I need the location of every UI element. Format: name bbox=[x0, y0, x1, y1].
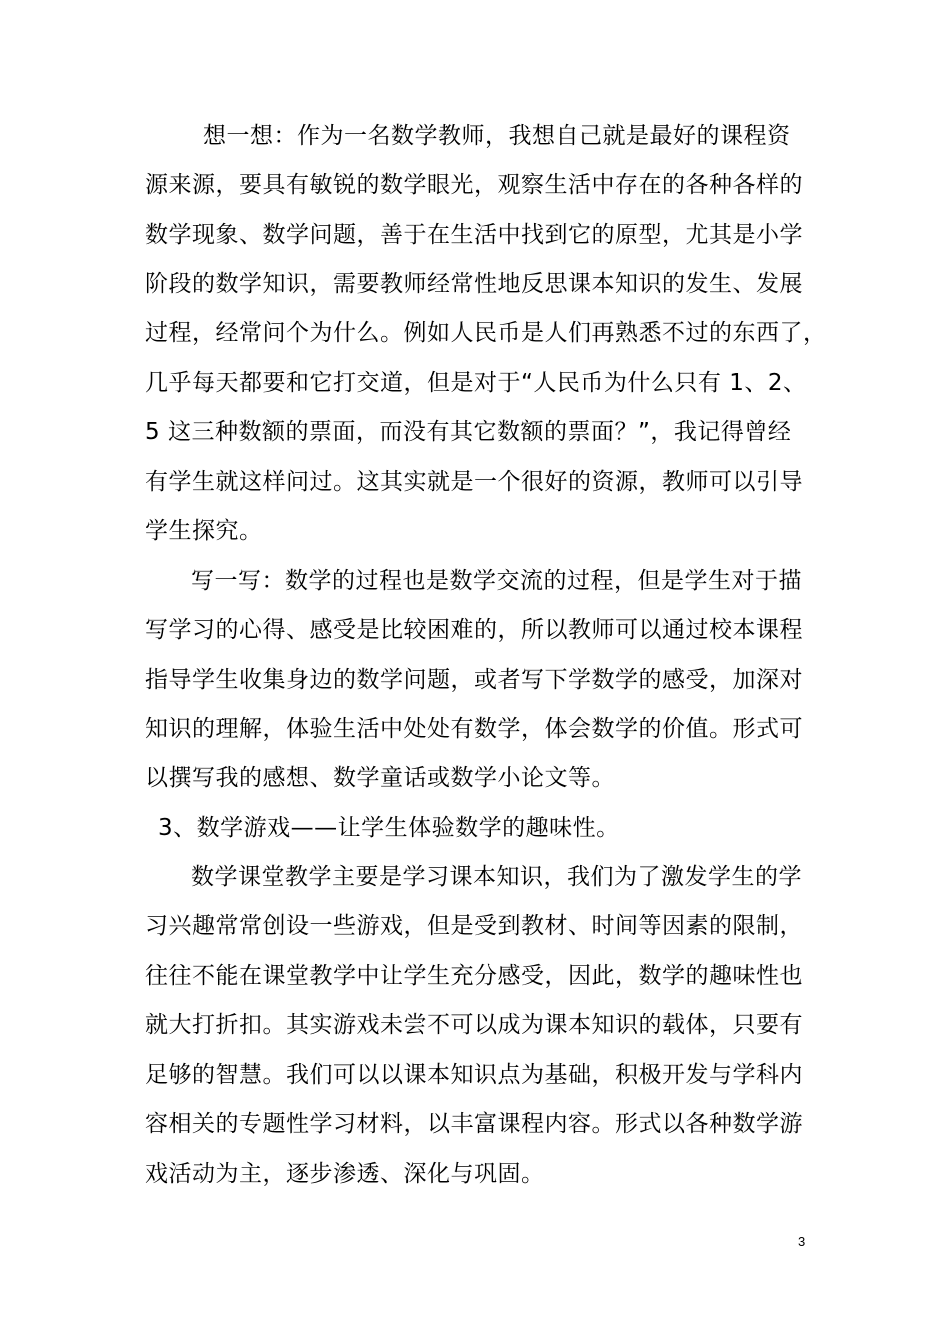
text-line: 学生探究。 bbox=[145, 518, 263, 544]
text-line: 数学课堂教学主要是学习课本知识，我们为了激发学生的学 bbox=[191, 864, 802, 890]
text-line: 阶段的数学知识，需要教师经常性地反思课本知识的发生、发展 bbox=[145, 271, 803, 297]
text-line: 数学现象、数学问题，善于在生活中找到它的原型，尤其是小学 bbox=[145, 222, 803, 248]
text-line: 以撰写我的感想、数学童话或数学小论文等。 bbox=[145, 765, 615, 791]
text-line: 就大打折扣。其实游戏未尝不可以成为课本知识的载体，只要有 bbox=[145, 1012, 803, 1038]
text-line: 知识的理解，体验生活中处处有数学，体会数学的价值。形式可 bbox=[145, 716, 803, 742]
text-line: 往往不能在课堂教学中让学生充分感受，因此，数学的趣味性也 bbox=[145, 963, 803, 989]
text-line: 写学习的心得、感受是比较困难的，所以教师可以通过校本课程 bbox=[145, 617, 803, 643]
text-line: 指导学生收集身边的数学问题，或者写下学数学的感受，加深对 bbox=[145, 667, 803, 693]
text-line: 容相关的专题性学习材料，以丰富课程内容。形式以各种数学游 bbox=[145, 1111, 803, 1137]
text-line: 想一想：作为一名数学教师，我想自己就是最好的课程资 bbox=[203, 123, 791, 149]
text-line: 过程，经常问个为什么。例如人民币是人们再熟悉不过的东西了， bbox=[145, 320, 827, 346]
text-line: 写一写：数学的过程也是数学交流的过程，但是学生对于描 bbox=[191, 568, 802, 594]
text-line: 戏活动为主，逐步渗透、深化与巩固。 bbox=[145, 1161, 545, 1187]
text-line: 5 这三种数额的票面，而没有其它数额的票面？”，我记得曾经 bbox=[145, 419, 792, 445]
page-number: 3 bbox=[798, 1234, 806, 1249]
text-line: 有学生就这样问过。这其实就是一个很好的资源，教师可以引导 bbox=[145, 469, 803, 495]
text-line: 源来源，要具有敏锐的数学眼光，观察生活中存在的各种各样的 bbox=[145, 172, 803, 198]
text-line: 习兴趣常常创设一些游戏，但是受到教材、时间等因素的限制， bbox=[145, 913, 803, 939]
text-line: 足够的智慧。我们可以以课本知识点为基础，积极开发与学科内 bbox=[145, 1062, 803, 1088]
section-heading: 3、数学游戏——让学生体验数学的趣味性。 bbox=[158, 815, 620, 841]
text-line: 几乎每天都要和它打交道，但是对于“人民币为什么只有 1、2、 bbox=[145, 370, 807, 396]
